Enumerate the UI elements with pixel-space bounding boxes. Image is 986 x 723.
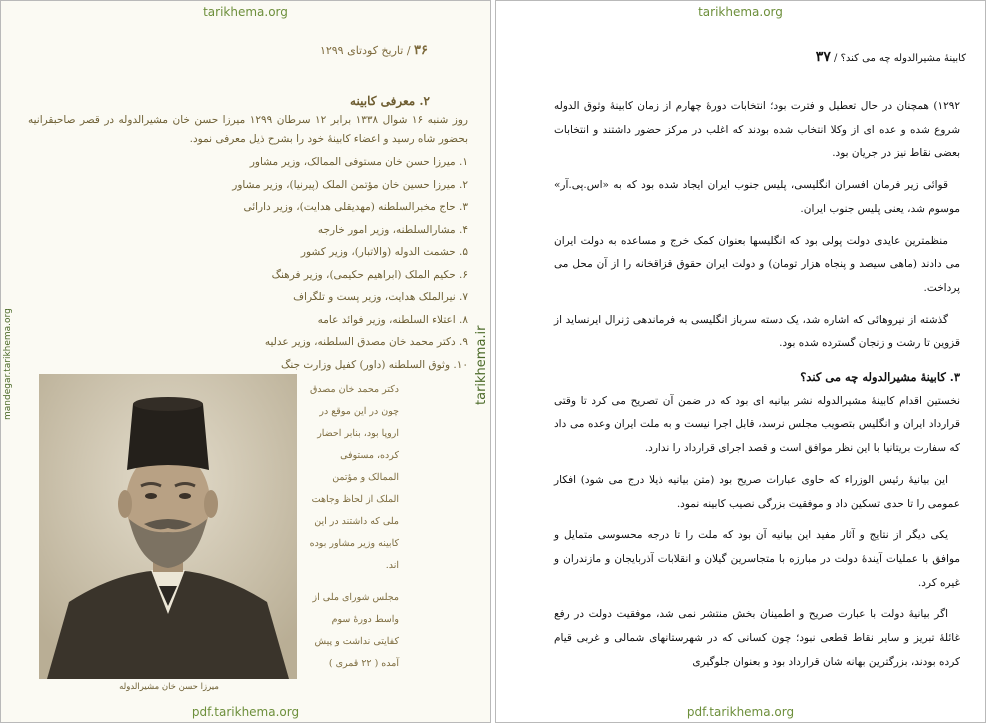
side-watermark-large-left: tarikhema.ir	[474, 325, 489, 405]
list-item: ۱۰. وثوق السلطنه (داور) کفیل وزارت جنگ	[280, 358, 468, 371]
page-number: ۳۶	[414, 43, 428, 58]
list-item: ۷. نیرالملک هدایت، وزیر پست و تلگراف	[293, 291, 468, 303]
list-item: ۶. حکیم الملک (ابراهیم حکیمی)، وزیر فرهنگ	[271, 268, 468, 281]
paragraph: یکی دیگر از نتایج و آثار مفید این بیانیه آن بود که ملت را تا درجه محسوسی متمایل و موافق با عملیات آیندهٔ دولت در مبارزه با متجاسرین گیلان و انقلابات آذربایجان و مازندران و غیره کرد.	[554, 529, 960, 589]
paragraph: نخستین اقدام کابینهٔ مشیرالدوله نشر بیانیه ای بود که در ضمن آن تصریح می کرد تا وقتی قرارداد ایران و انگلیس بتصویب مجلس نرسد، قابل اجرا نیست و به ملت ایران وعده می داد که سفارت بریتانیا با این نظر موافق است و قصد اجرای قرارداد را ندارد.	[554, 394, 960, 455]
paragraph: اگر بیانیهٔ دولت با عبارت صریح و اطمینان بخش منتشر نمی شد، موفقیت دولت در رفع غائلهٔ تبریز و سایر نقاط قطعی نبود؛ چون کسانی که در شهرستانهای شمالی و غربی قیام کرده بودند، بزرگترین بهانه شان قرارداد بود و بعنوان جلوگیری	[554, 608, 960, 668]
left-page	[0, 0, 491, 723]
paragraph: این بیانیهٔ رئیس الوزراء که حاوی عبارات صریح بود (متن بیانیه ذیلا درج می شود) افکار عمومی را تا حدی تسکین داد و موفقیت بزرگی نصیب کابینه نمود.	[554, 473, 960, 510]
list-item: ۳. حاج مخبرالسلطنه (مهدیقلی هدایت)، وزیر دارائی	[243, 201, 468, 213]
pdf-watermark-bottom: pdf.tarikhema.org	[686, 705, 795, 719]
running-title: کابینهٔ مشیرالدوله چه می کند؟	[840, 53, 966, 64]
site-watermark-top: tarikhema.org	[698, 5, 783, 19]
list-item: ۲. میرزا حسین خان مؤتمن الملک (پیرنیا)، وزیر مشاور	[232, 178, 468, 191]
side-note-text-2: مجلس شورای ملی از واسط دورهٔ سوم کفایتی نداشت و پیش آمده ( ۲۲ قمری )	[312, 592, 399, 669]
paragraph: ۱۲۹۲) همچنان در حال تعطیل و فترت بود؛ انتخابات دورهٔ چهارم از زمان کابینهٔ وثوق الدوله شروع شده و عده ای از وکلا انتخاب شده بودند که اغلب در مرکز حضور داشتند و انتخابات بعضی نقاط نیز در جریان بود.	[554, 100, 960, 160]
running-header: ۳۶ / تاریخ کودتای ۱۲۹۹	[319, 43, 428, 58]
section-title: ۳. کابینهٔ مشیرالدوله چه می کند؟	[800, 370, 960, 385]
paragraph: قوائی زیر فرمان افسران انگلیسی، پلیس جنوب ایران ایجاد شده بود که به «اس.پی.آر» موسوم شد، یعنی پلیس جنوب ایران.	[554, 179, 960, 215]
portrait-photo	[39, 374, 297, 679]
ministers-list	[28, 151, 468, 376]
running-title: تاریخ کودتای ۱۲۹۹	[319, 44, 404, 57]
body-text	[554, 95, 960, 682]
list-item: ۴. مشارالسلطنه، وزیر امور خارجه	[317, 223, 468, 236]
section-title: ۲. معرفی کابینه	[350, 94, 430, 108]
list-item: ۱. میرزا حسن خان مستوفی الممالک، وزیر مشاور	[249, 156, 468, 168]
paragraph: گذشته از نیروهائی که اشاره شد، یک دسته سرباز انگلیسی به فرماندهی ژنرال ایرنساید از قزوین تا رشت و زنجان گسترده شده بود.	[554, 313, 960, 350]
list-item: ۸. اعتلاء السلطنه، وزیر فوائد عامه	[317, 313, 468, 326]
side-watermark-small-left: mandegar.tarikhema.org	[3, 308, 13, 420]
page-number: ۳۷	[815, 49, 831, 65]
intro-paragraph: روز شنبه ۱۶ شوال ۱۳۳۸ برابر ۱۲ سرطان ۱۲۹۹ میرزا حسن خان مشیرالدوله در قصر صاحبقرانیه بحضور شاه رسید و اعضاء کابینهٔ خود را بشرح ذیل معرفی نمود.	[28, 114, 468, 145]
photo-caption: میرزا حسن خان مشیرالدوله	[119, 682, 219, 692]
running-header: کابینهٔ مشیرالدوله چه می کند؟ / ۳۷	[815, 49, 966, 65]
side-note-text-1: دکتر محمد خان مصدق چون در این موقع در اروپا بود، بنابر احضار کرده، مستوفی الممالک و مؤتمن الملک از لحاظ وجاهت ملی که داشتند در این کابینه وزیر مشاور بوده اند.	[309, 384, 399, 571]
right-page	[495, 0, 986, 723]
list-item: ۵. حشمت الدوله (والاتبار)، وزیر کشور	[300, 246, 468, 258]
pdf-watermark-bottom: pdf.tarikhema.org	[191, 705, 300, 719]
side-note	[307, 379, 399, 685]
site-watermark-top: tarikhema.org	[203, 5, 288, 19]
paragraph: منظمترین عایدی دولت پولی بود که انگلیسها بعنوان کمک خرج و مساعده به دولت ایران می دادند (ماهی سیصد و پنجاه هزار تومان) و دولت ایران حقوق قزاقخانه را از آن محل می پرداخت.	[554, 234, 960, 294]
list-item: ۹. دکتر محمد خان مصدق السلطنه، وزیر عدلیه	[264, 336, 468, 348]
